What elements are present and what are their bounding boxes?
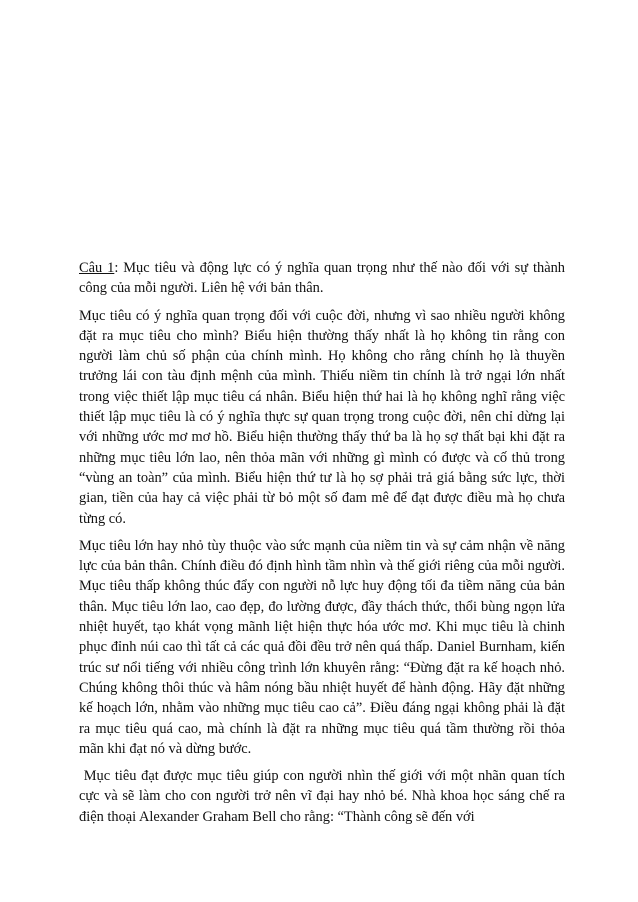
document-body: [79, 258, 569, 834]
body-paragraph-1: Mục tiêu có ý nghĩa quan trọng đối với cuộc đời, nhưng vì sao nhiều người không đặt ra mục tiêu cho mình? Biểu hiện thường thấy nhất là họ không tin rằng con người làm chủ số phận của chính mình. Họ không cho rằng chính họ là thuyền trưởng lái con tàu định mệnh của mình. Thiếu niềm tin chính là trở ngại lớn nhất trong việc thiết lập mục tiêu cá nhân. Biểu hiện thứ hai là họ không nghĩ rằng việc thiết lập mục tiêu là có ý nghĩa thực sự quan trọng trong cuộc đời, nên chỉ dừng lại với những ước mơ mơ hồ. Biểu hiện thường thấy thứ ba là họ sợ thất bại khi đặt ra những mục tiêu lớn lao, nên thỏa mãn với những gì mình có được và cố thủ trong “vùng an toàn” của mình. Biểu hiện thứ tư là họ sợ phải trả giá bằng sức lực, thời gian, tiền của hay cả việc phải từ bỏ một số đam mê để đạt được điều mà họ chưa từng có.: [79, 307, 565, 527]
body-paragraph-3: Mục tiêu đạt được mục tiêu giúp con người nhìn thế giới với một nhãn quan tích cực và sẽ làm cho con người trở nên vĩ đại hay nhỏ bé. Nhà khoa học sáng chế ra điện thoại Alexander Graham Bell cho rằng: “Thành công sẽ đến với: [79, 768, 569, 825]
body-paragraph-2: Mục tiêu lớn hay nhỏ tùy thuộc vào sức mạnh của niềm tin và sự cảm nhận về năng lực của bản thân. Chính điều đó định hình tầm nhìn và thế giới riêng của mỗi người. Mục tiêu thấp không thúc đẩy con người nỗ lực huy động tối đa tiềm năng của bản thân. Mục tiêu lớn lao, cao đẹp, đo lường được, đầy thách thức, thổi bùng ngọn lửa nhiệt huyết, tạo khát vọng mãnh liệt hiện thực hóa ước mơ. Khi mục tiêu là chinh phục đỉnh núi cao thì tất cả các quả đồi đều trở nên quá thấp. Daniel Burnham, kiến trúc sư nổi tiếng với nhiều công trình lớn khuyên rằng: “Đừng đặt ra kế hoạch nhỏ. Chúng không thôi thúc và hâm nóng bầu nhiệt huyết để hành động. Hãy đặt những kế hoạch lớn, nhằm vào những mục tiêu cao cả”. Điều đáng ngại không phải là đặt ra mục tiêu quá cao, mà chính là đặt ra những mục tiêu quá tầm thường rồi thỏa mãn khi đạt nó và dừng bước.: [79, 537, 565, 757]
question-label: Câu 1: [79, 260, 115, 276]
question-text: : Mục tiêu và động lực có ý nghĩa quan trọng như thế nào đối với sự thành công của mỗi người. Liên hệ với bản thân.: [79, 260, 565, 297]
question-paragraph: [79, 258, 565, 299]
